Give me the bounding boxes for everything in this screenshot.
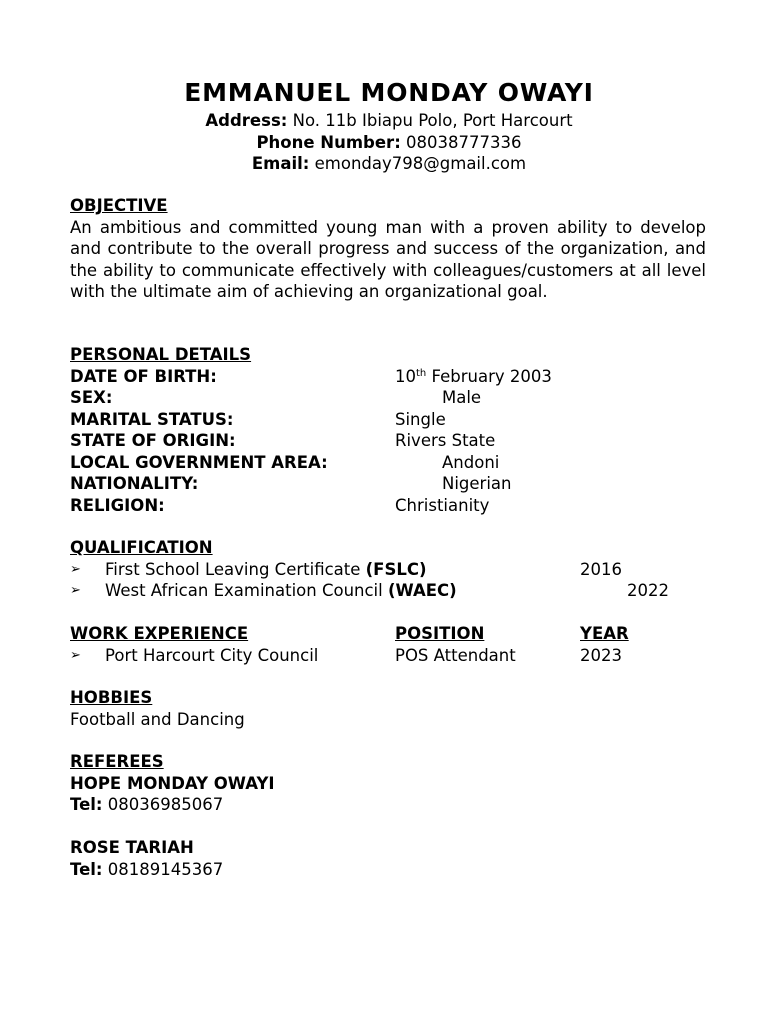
objective-section	[70, 195, 706, 303]
qualification-abbr: (FSLC)	[365, 559, 427, 579]
qualification-item	[70, 580, 706, 602]
referee-tel: 08189145367	[107, 859, 224, 879]
position-heading: POSITION	[395, 624, 485, 643]
qualification-title: First School Leaving Certificate	[105, 559, 366, 579]
referee-tel: 08036985067	[107, 795, 224, 814]
work-experience-section	[70, 623, 706, 666]
address-value: No. 11b Ibiapu Polo, Port Harcourt	[292, 111, 573, 130]
address-label: Address:	[205, 111, 288, 130]
personal-value: Single	[395, 409, 446, 429]
email-label: Email:	[251, 154, 310, 173]
qualification-section	[70, 537, 706, 602]
referee-tel-label: Tel:	[70, 795, 103, 814]
personal-value: Andoni	[442, 452, 500, 472]
work-experience-heading: WORK EXPERIENCE	[70, 624, 249, 643]
objective-heading: OBJECTIVE	[70, 196, 168, 215]
personal-label: STATE OF ORIGIN:	[70, 431, 236, 450]
work-year: 2023	[580, 645, 622, 665]
referee-tel-label: Tel:	[70, 859, 103, 879]
personal-label: LOCAL GOVERNMENT AREA:	[70, 452, 328, 472]
phone-label: Phone Number:	[256, 132, 401, 152]
work-item	[70, 645, 706, 667]
phone-value: 08038777336	[406, 132, 522, 152]
personal-value: Rivers State	[395, 431, 496, 450]
qualification-year: 2016	[580, 559, 622, 579]
qualification-abbr: (WAEC)	[387, 581, 457, 600]
personal-row	[70, 495, 706, 517]
personal-value: Christianity	[395, 495, 490, 515]
personal-label: RELIGION:	[70, 495, 165, 515]
year-heading: YEAR	[580, 624, 629, 643]
referee-tel-line	[70, 794, 706, 816]
hobbies-heading: HOBBIES	[70, 688, 153, 707]
qualification-heading: QUALIFICATION	[70, 538, 213, 557]
referee-tel-line	[70, 859, 706, 881]
address-line	[10, 110, 768, 132]
referee-spacer	[70, 816, 706, 838]
dob-label: DATE OF BIRTH:	[70, 366, 217, 386]
referees-section	[70, 751, 706, 880]
personal-row	[70, 473, 706, 495]
personal-row	[70, 430, 706, 452]
email-value: emonday798@gmail.com	[314, 154, 527, 173]
referee-name: HOPE MONDAY OWAYI	[70, 773, 275, 793]
personal-value: Male	[442, 388, 482, 407]
personal-value: Nigerian	[442, 474, 512, 493]
phone-line	[10, 132, 768, 154]
personal-details-heading: PERSONAL DETAILS	[70, 345, 252, 364]
qualification-name	[105, 559, 427, 581]
hobbies-text: Football and Dancing	[70, 709, 245, 729]
arrow-bullet-icon: ➢	[70, 647, 81, 663]
personal-label: SEX:	[70, 388, 113, 407]
personal-row	[70, 409, 706, 431]
dob-day: 10	[395, 366, 416, 386]
personal-label: NATIONALITY:	[70, 474, 199, 493]
personal-row	[70, 387, 706, 409]
personal-label: MARITAL STATUS:	[70, 409, 234, 429]
arrow-bullet-icon: ➢	[70, 561, 81, 577]
work-header-row	[70, 623, 706, 645]
personal-details-section	[70, 344, 706, 516]
work-position: POS Attendant	[395, 645, 516, 665]
dob-rest: February 2003	[426, 366, 552, 386]
email-line	[10, 153, 768, 175]
qualification-name	[105, 580, 457, 602]
qualification-year: 2022	[627, 581, 669, 600]
work-organization: Port Harcourt City Council	[105, 645, 319, 665]
personal-row	[70, 452, 706, 474]
referees-heading: REFEREES	[70, 752, 164, 771]
objective-text: An ambitious and committed young man with a proven ability to develop and contribute to the overall progress and success of the organization, and the ability to communicate effectively with colleagues/customers at all level with the ultimate aim of achieving an organizational goal.	[70, 217, 706, 301]
qualification-item	[70, 559, 706, 581]
arrow-bullet-icon: ➢	[70, 583, 81, 598]
cv-header	[0, 76, 768, 175]
referee-name: ROSE TARIAH	[70, 838, 194, 857]
candidate-name: EMMANUEL MONDAY OWAYI	[184, 78, 594, 107]
personal-row-dob	[70, 366, 706, 388]
dob-value	[395, 366, 552, 388]
dob-suffix: th	[416, 367, 427, 379]
hobbies-section	[70, 687, 706, 730]
qualification-title: West African Examination Council	[105, 581, 388, 600]
